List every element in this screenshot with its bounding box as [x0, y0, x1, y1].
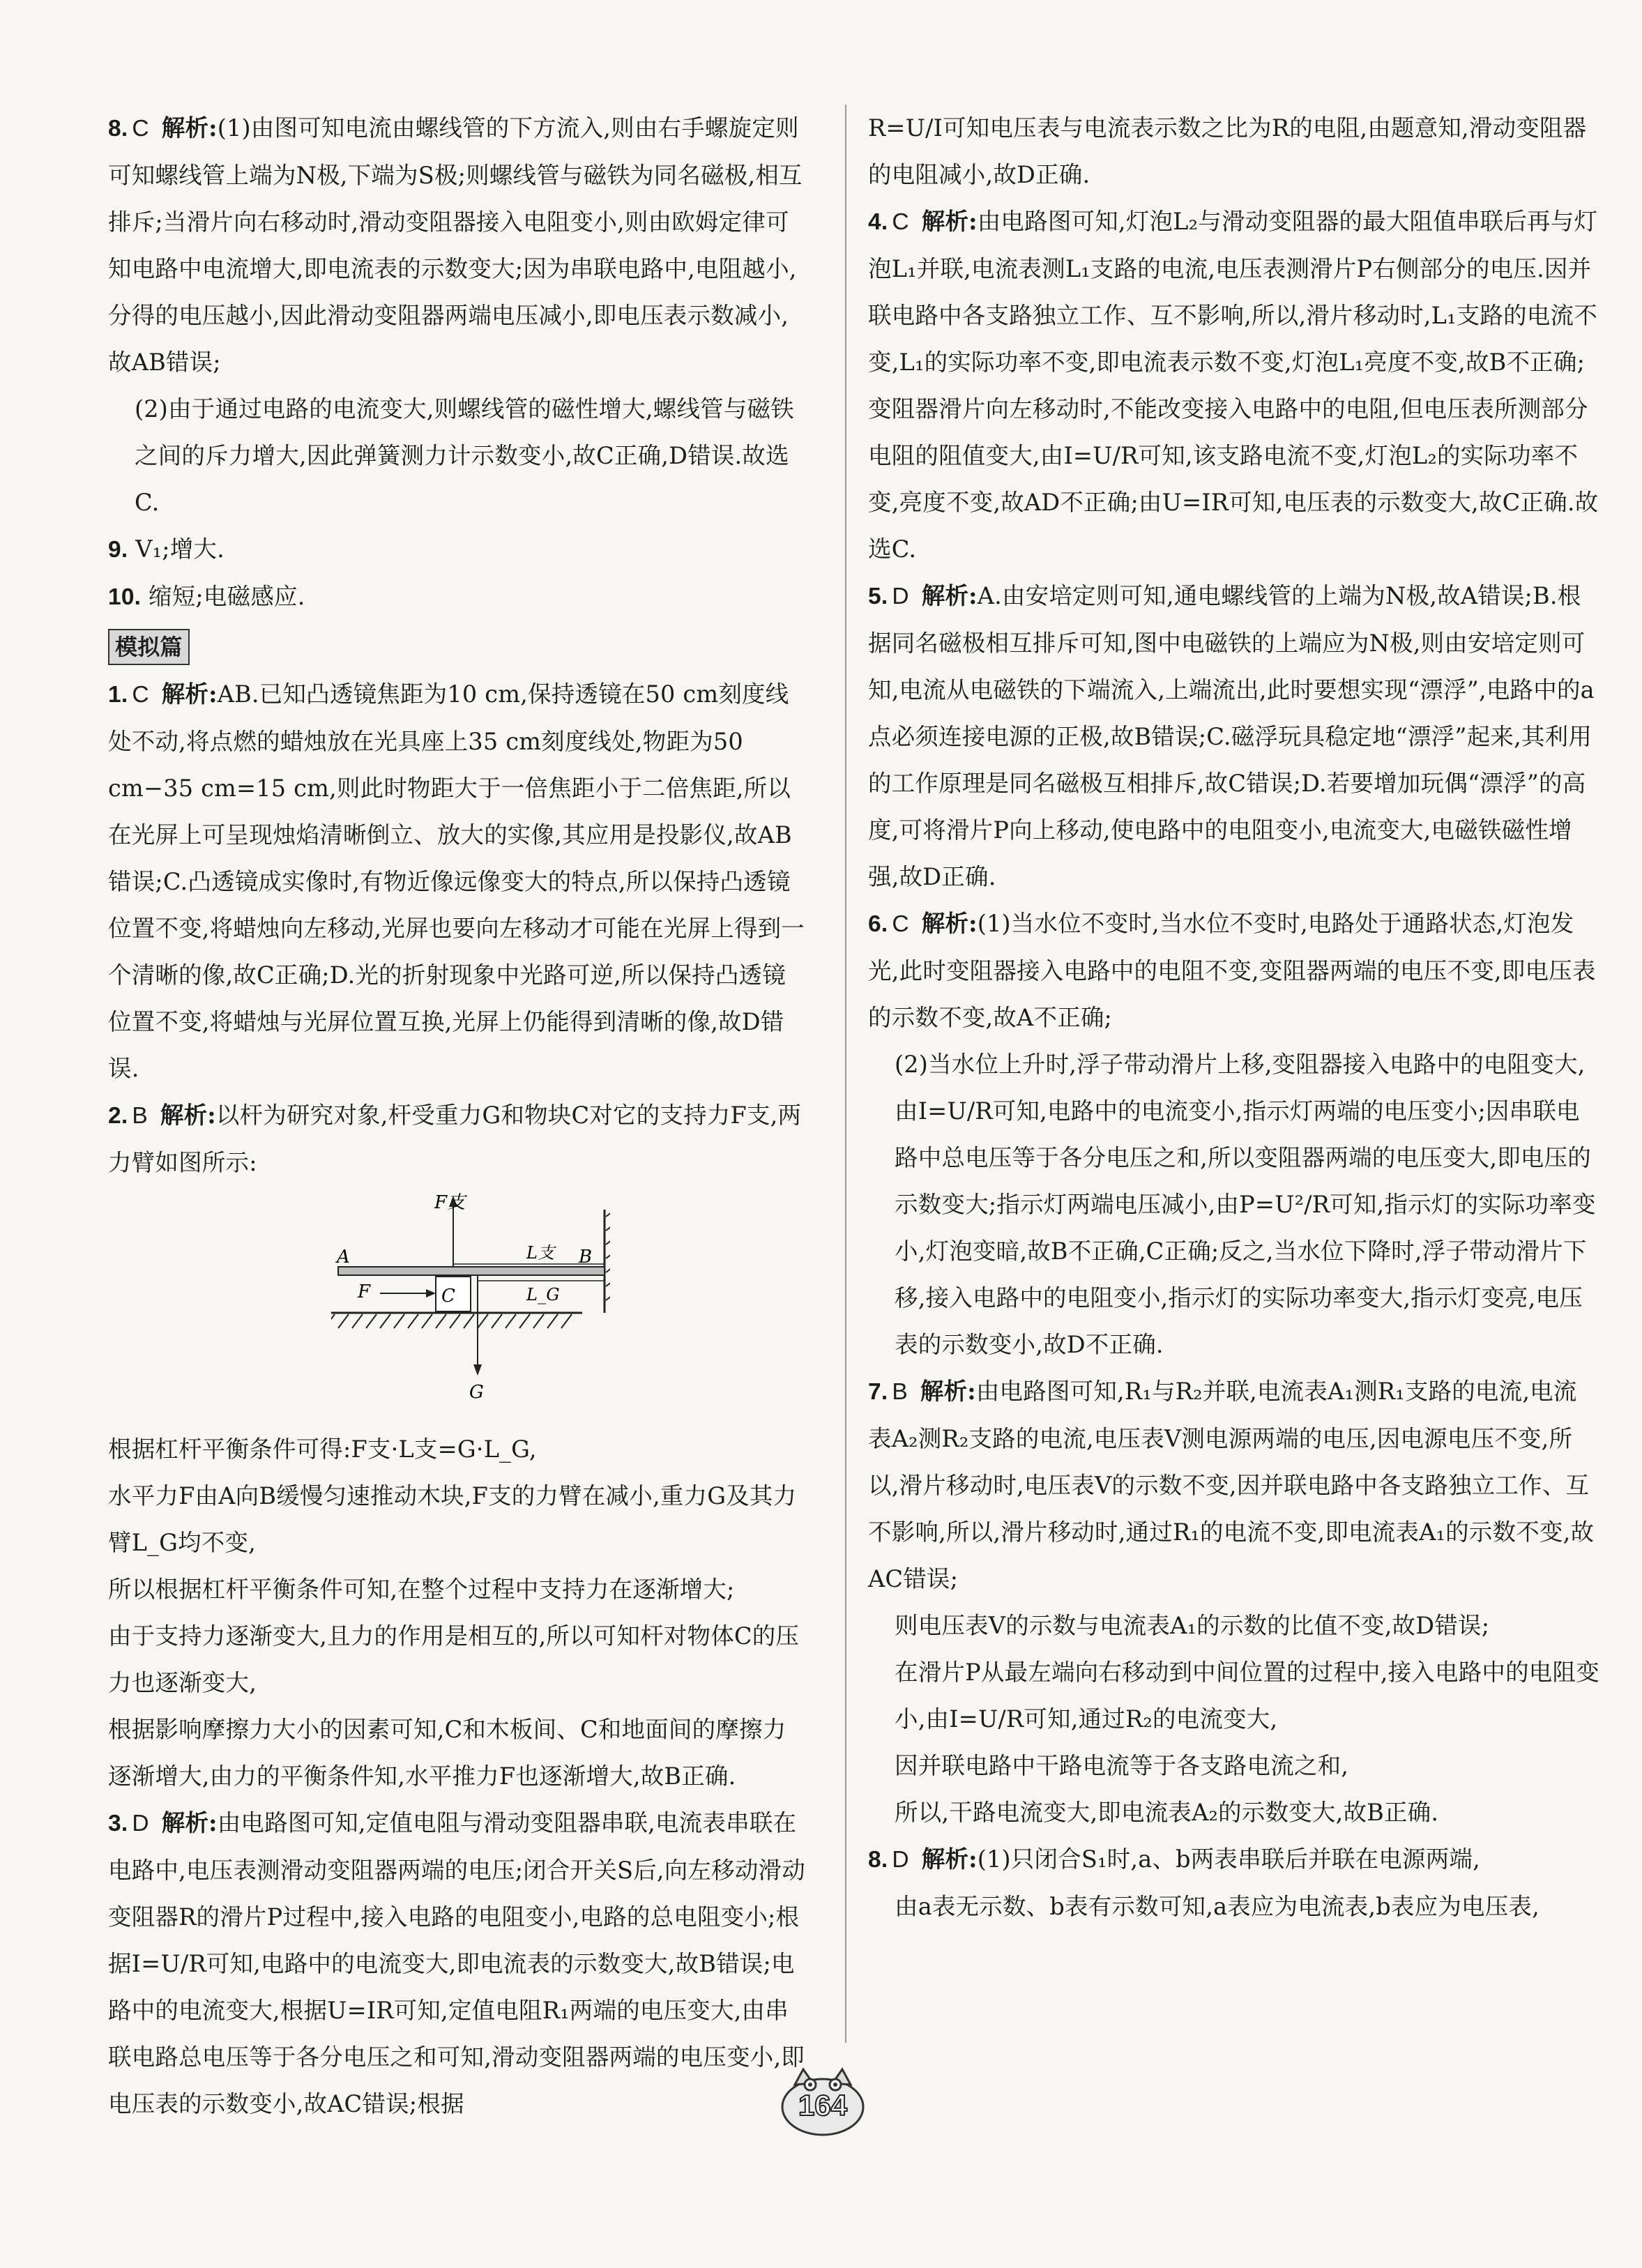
- sim-answer-1: [108, 671, 805, 1092]
- sim-answer-4: [868, 198, 1600, 572]
- analysis-text: 根据杠杆平衡条件可得:F支·L支=G·L_G,: [108, 1436, 537, 1463]
- analysis-tag: 解析:: [920, 1378, 976, 1405]
- analysis-text: 在滑片P从最左端向右移动到中间位置的过程中,接入电路中的电阻变小,由I=U/R可知,通过R₂的电流变大,: [895, 1659, 1599, 1733]
- answer-text: 缩短;电磁感应.: [149, 583, 305, 610]
- label-support-arm: L支: [526, 1243, 555, 1263]
- label-support-force: F支: [434, 1192, 466, 1213]
- sim-answer-5: [868, 572, 1600, 900]
- answer-number: 3.: [108, 1811, 128, 1836]
- right-column: [868, 105, 1600, 1930]
- answer-choice: D: [892, 584, 909, 609]
- analysis-text: 由电路图可知,灯泡L₂与滑动变阻器的最大阻值串联后再与灯泡L₁并联,电流表测L₁支路的电流,电压表测滑片P右侧部分的电压.因并联电路中各支路独立工作、互不影响,所以,滑片移动时,L₁支路的电流不变,L₁的实际功率不变,即电流表示数不变,灯泡L₁亮度不变,故B不正确;变阻器滑片向左移动时,不能改变接入电路中的电阻,但电压表所测部分电阻的阻值变大,由I=U/R可知,该支路电流不变,灯泡L₂的实际功率不变,亮度不变,故AD不正确;由U=IR可知,电压表的示数变大,故C正确.故选C.: [868, 208, 1599, 563]
- sim-answer-8: [868, 1836, 1600, 1883]
- answer-9: [108, 526, 805, 573]
- label-f: F: [358, 1281, 371, 1302]
- analysis-tag: 解析:: [161, 114, 218, 142]
- analysis-text: 则电压表V的示数与电流表A₁的示数的比值不变,故D错误;: [895, 1612, 1490, 1639]
- answer-choice: C: [132, 116, 149, 142]
- sim-answer-2: [108, 1092, 805, 1186]
- answer-number: 9.: [108, 537, 128, 563]
- analysis-tag: 解析:: [160, 1102, 216, 1129]
- column-divider: [845, 105, 846, 2043]
- answer-text: V₁;增大.: [135, 535, 225, 563]
- answer-number: 4.: [868, 209, 888, 235]
- analysis-text: 由于支持力逐渐变大,且力的作用是相互的,所以可知杆对物体C的压力也逐渐变大,: [108, 1622, 800, 1696]
- answer-8: [108, 105, 805, 386]
- analysis-text: 由电路图可知,定值电阻与滑动变阻器串联,电流表串联在电路中,电压表测滑动变阻器两端的电压;闭合开关S后,向左移动滑动变阻器R的滑片P过程中,接入电路的电阻变小,电路的总电阻变小;根据I=U/R可知,电路中的电流变大,即电流表的示数变大,故B错误;电路中的电流变大,根据U=IR可知,定值电阻R₁两端的电压变大,由串联电路总电压等于各分电压之和可知,滑动变阻器两端的电压变小,即电压表的示数变小,故AC错误;根据: [108, 1809, 805, 2117]
- answer-number: 8.: [868, 1847, 888, 1873]
- sim-answer-6: [868, 900, 1600, 1041]
- analysis-tag: 解析:: [161, 680, 218, 708]
- label-a: A: [337, 1247, 350, 1268]
- analysis-text: (1)当水位不变时,当水位不变时,电路处于通路状态,灯泡发光,此时变阻器接入电路中的电阻不变,变阻器两端的电压不变,即电压表的示数不变,故A不正确;: [868, 910, 1596, 1031]
- analysis-tag: 解析:: [161, 1809, 218, 1836]
- push-arrow-head: [426, 1289, 436, 1297]
- analysis-tag: 解析:: [921, 910, 978, 937]
- answer-choice: B: [132, 1103, 148, 1129]
- analysis-tag: 解析:: [921, 582, 978, 609]
- sim-answer-7: [868, 1368, 1600, 1602]
- analysis-text: 因并联电路中干路电流等于各支路电流之和,: [895, 1752, 1349, 1779]
- answer-choice: C: [132, 682, 149, 708]
- answer-choice: C: [892, 209, 909, 235]
- label-g: G: [469, 1382, 484, 1403]
- analysis-tag: 解析:: [921, 208, 978, 235]
- answer-10: [108, 573, 805, 621]
- lever-diagram: [331, 1189, 610, 1412]
- analysis-text: (1)只闭合S₁时,a、b两表串联后并联在电源两端,: [977, 1845, 1480, 1873]
- answer-number: 5.: [868, 584, 888, 609]
- ground-hatching: [331, 1314, 572, 1328]
- answer-choice: D: [892, 1847, 909, 1873]
- analysis-text: 所以,干路电流变大,即电流表A₂的示数变大,故B正确.: [895, 1799, 1439, 1826]
- analysis-text: 水平力F由A向B缓慢匀速推动木块,F支的力臂在减小,重力G及其力臂L_G均不变,: [108, 1482, 797, 1556]
- analysis-text: (2)当水位上升时,浮子带动滑片上移,变阻器接入电路中的电阻变大,由I=U/R可知,电路中的电流变小,指示灯两端的电压变小;因串联电路中总电压等于各分电压之和,所以变阻器两端的电压变大,即电压的示数变大;指示灯两端电压减小,由P=U²/R可知,指示灯的实际功率变小,灯泡变暗,故B不正确,C正确;反之,当水位下降时,浮子带动滑片下移,接入电路中的电阻变小,指示灯的实际功率变大,指示灯变亮,电压表的示数变小,故D不正确.: [895, 1051, 1596, 1358]
- analysis-text: 由a表无示数、b表有示数可知,a表应为电流表,b表应为电压表,: [895, 1893, 1540, 1920]
- label-b: B: [579, 1247, 593, 1268]
- analysis-text: R=U/I可知电压表与电流表示数之比为R的电阻,由题意知,滑动变阻器的电阻减小,故D正确.: [868, 114, 1587, 188]
- answer-number: 10.: [108, 584, 142, 610]
- lever-figure: [108, 1189, 805, 1419]
- label-c: C: [441, 1286, 456, 1307]
- answer-choice: B: [892, 1379, 908, 1405]
- answer-number: 8.: [108, 116, 128, 142]
- answer-number: 6.: [868, 911, 888, 937]
- analysis-text: (1)由图可知电流由螺线管的下方流入,则由右手螺旋定则可知螺线管上端为N极,下端为S极;则螺线管与磁铁为同名磁极,相互排斥;当滑片向右移动时,滑动变阻器接入电阻变小,则由欧姆定律可知电路中电流增大,即电流表的示数变大;因为串联电路中,电阻越小,分得的电压越小,因此滑动变阻器两端电压减小,即电压表示数减小,故AB错误;: [108, 114, 803, 376]
- gravity-arrow-head: [473, 1364, 482, 1376]
- answer-number: 1.: [108, 682, 128, 708]
- left-column: [108, 105, 805, 2127]
- label-gravity-arm: L_G: [526, 1285, 560, 1304]
- section-label: 模拟篇: [108, 629, 190, 665]
- analysis-tag: 解析:: [921, 1845, 978, 1873]
- page-number: 164: [798, 2089, 848, 2122]
- sim-answer-3: [108, 1799, 805, 2127]
- answer-choice: D: [132, 1811, 149, 1836]
- answer-number: 7.: [868, 1379, 888, 1405]
- analysis-text: (2)由于通过电路的电流变大,则螺线管的磁性增大,螺线管与磁铁之间的斥力增大,因此弹簧测力计示数变小,故C正确,D错误.故选C.: [135, 395, 794, 516]
- analysis-text: 根据影响摩擦力大小的因素可知,C和木板间、C和地面间的摩擦力逐渐增大,由力的平衡条件知,水平推力F也逐渐增大,故B正确.: [108, 1716, 786, 1790]
- lever-rod: [338, 1267, 605, 1275]
- analysis-text: AB.已知凸透镜焦距为10 cm,保持透镜在50 cm刻度线处不动,将点燃的蜡烛放在光具座上35 cm刻度线处,物距为50 cm−35 cm=15 cm,则此时物距大于一倍焦距小于二倍焦距,所以在光屏上可呈现烛焰清晰倒立、放大的实像,其应用是投影仪,故AB错误;C.凸透镜成实像时,有物近像远像变大的特点,所以保持凸透镜位置不变,将蜡烛向左移动,光屏也要向左移动才可能在光屏上得到一个清晰的像,故C正确;D.光的折射现象中光路可逆,所以保持凸透镜位置不变,将蜡烛与光屏位置互换,光屏上仍能得到清晰的像,故D错误.: [108, 680, 805, 1082]
- answer-number: 2.: [108, 1103, 128, 1129]
- analysis-text: 所以根据杠杆平衡条件可知,在整个过程中支持力在逐渐增大;: [108, 1576, 735, 1603]
- analysis-text: 以杆为研究对象,杆受重力G和物块C对它的支持力F支,两力臂如图所示:: [108, 1102, 802, 1176]
- answer-choice: C: [892, 911, 909, 937]
- analysis-text: 由电路图可知,R₁与R₂并联,电流表A₁测R₁支路的电流,电流表A₂测R₂支路的电流,电压表V测电源两端的电压,因电源电压不变,所以,滑片移动时,电压表V的示数不变,因并联电路中各支路独立工作、互不影响,所以,滑片移动时,通过R₁的电流不变,即电流表A₁的示数不变,故AC错误;: [868, 1378, 1595, 1592]
- analysis-text: A.由安培定则可知,通电螺线管的上端为N极,故A错误;B.根据同名磁极相互排斥可知,图中电磁铁的上端应为N极,则由安培定则可知,电流从电磁铁的下端流入,上端流出,此时要想实现“漂浮”,电路中的a点必须连接电源的正极,故B错误;C.磁浮玩具稳定地“漂浮”起来,其利用的工作原理是同名磁极互相排斥,故C错误;D.若要增加玩偶“漂浮”的高度,可将滑片P向上移动,使电路中的电阻变小,电流变大,电磁铁磁性增强,故D正确.: [868, 582, 1595, 890]
- page-number-badge: [774, 2064, 872, 2140]
- wall-hatching: [606, 1208, 610, 1300]
